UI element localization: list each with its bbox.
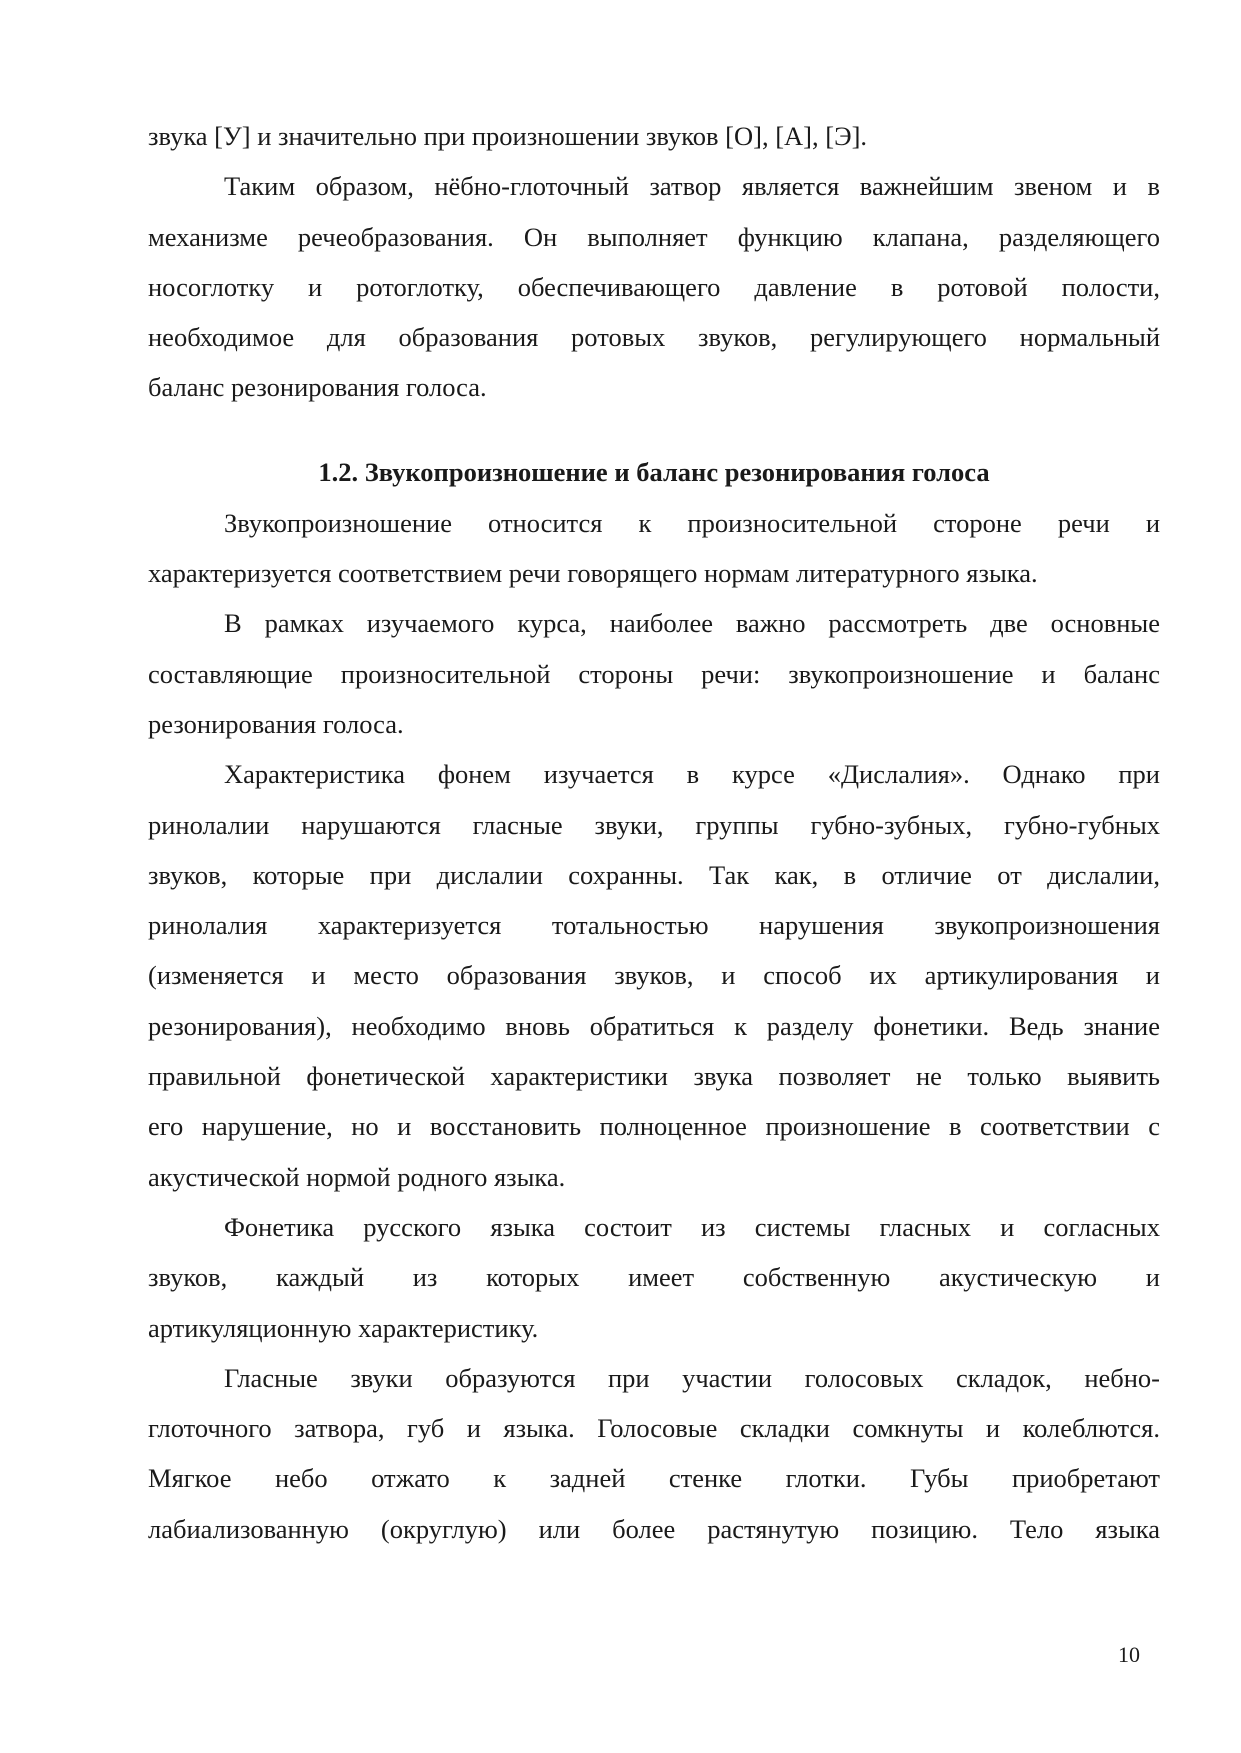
text-line: артикуляционную характеристику. [148,1312,539,1343]
text-line: его нарушение, но и восстановить полноценное произношение в соответствии с [148,1111,1160,1142]
text-line: Характеристика фонем изучается в курсе «Дислалия». Однако при [224,759,1160,790]
text-line: (изменяется и место образования звуков, и способ их артикулирования и [148,960,1160,991]
text-line: Гласные звуки образуются при участии голосовых складок, небно- [224,1362,1160,1393]
text-line: ринолалии нарушаются гласные звуки, группы губно-зубных, губно-губных [148,809,1160,840]
text-line: резонирования), необходимо вновь обратиться к разделу фонетики. Ведь знание [148,1010,1160,1041]
text-line: Мягкое небо отжато к задней стенке глотки. Губы приобретают [148,1463,1160,1494]
paragraphs-after-heading [148,498,1160,1554]
text-line: акустической нормой родного языка. [148,1161,566,1192]
text-line: Звукопроизношение относится к произносительной стороне речи и [224,507,1160,538]
text-line: механизме речеобразования. Он выполняет функцию клапана, разделяющего [148,221,1160,252]
paragraphs-before-heading [148,111,1160,413]
text-line: баланс резонирования голоса. [148,372,487,403]
text-line: правильной фонетической характеристики звука позволяет не только выявить [148,1061,1160,1092]
text-line: Таким образом, нёбно-глоточный затвор является важнейшим звеном и в [224,171,1160,202]
text-line: глоточного затвора, губ и языка. Голосовые складки сомкнуты и колеблются. [148,1413,1160,1444]
text-line: необходимое для образования ротовых звуков, регулирующего нормальный [148,322,1160,353]
text-line: В рамках изучаемого курса, наиболее важно рассмотреть две основные [224,608,1160,639]
text-line: звука [У] и значительно при произношении звуков [О], [А], [Э]. [148,121,868,151]
text-line: Фонетика русского языка состоит из системы гласных и согласных [224,1211,1160,1242]
page-number: 10 [1118,1642,1140,1667]
section-heading: 1.2. Звукопроизношение и баланс резонирования голоса [318,456,990,487]
text-line: характеризуется соответствием речи говорящего нормам литературного языка. [148,558,1038,589]
text-line: ринолалия характеризуется тотальностью нарушения звукопроизношения [148,910,1160,941]
text-line: составляющие произносительной стороны речи: звукопроизношение и баланс [148,658,1160,689]
text-line: звуков, каждый из которых имеет собственную акустическую и [148,1262,1160,1293]
text-line: звуков, которые при дислалии сохранны. Так как, в отличие от дислалии, [148,859,1160,890]
text-line: лабиализованную (округлую) или более растянутую позицию. Тело языка [148,1513,1160,1544]
text-line: резонирования голоса. [148,708,404,739]
page-body [148,111,1160,1554]
text-line: носоглотку и ротоглотку, обеспечивающего давление в ротовой полости, [148,271,1160,302]
